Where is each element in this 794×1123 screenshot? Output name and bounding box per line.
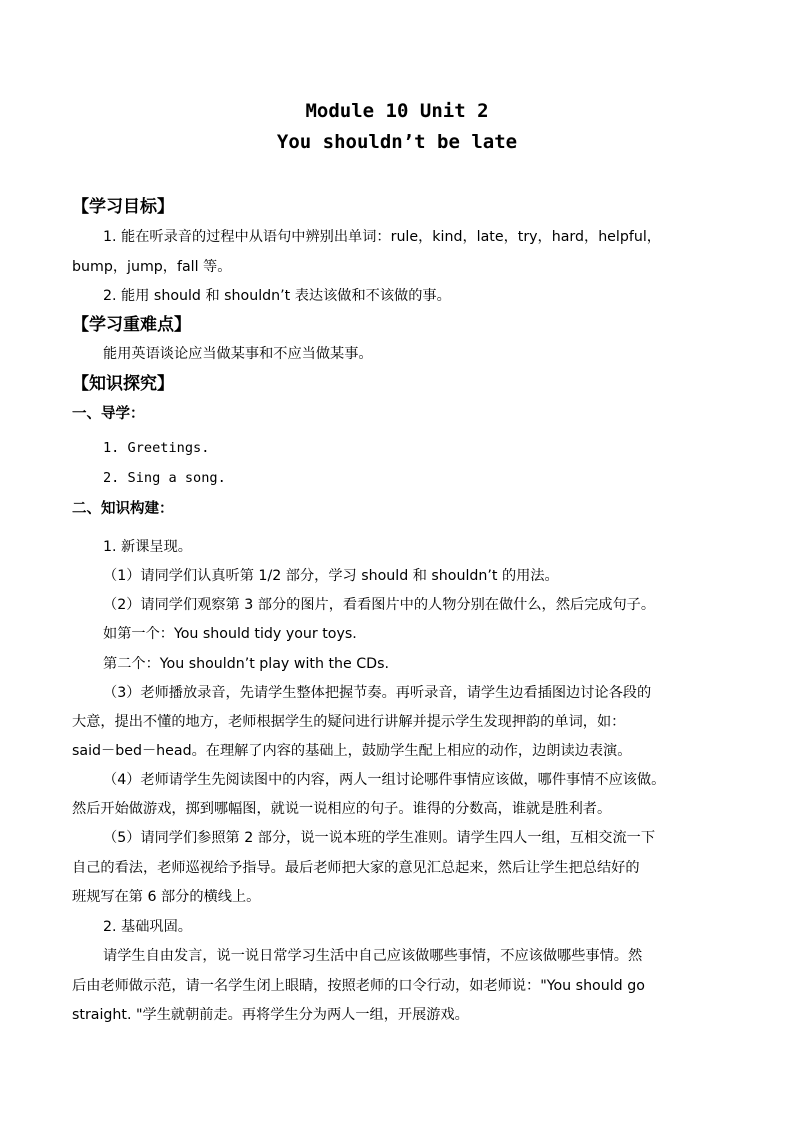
document-title: Module 10 Unit 2 xyxy=(305,100,489,122)
paragraph-5-line-3: 班规写在第 6 部分的横线上。 xyxy=(72,889,261,905)
paragraph-1: （1）请同学们认真听第 1/2 部分，学习 should 和 shouldn’t 的用法。 xyxy=(103,568,559,584)
document-subtitle: You shouldn’t be late xyxy=(276,131,518,153)
subheading-lead-in: 一、导学： xyxy=(72,406,145,422)
lead-in-item-2: 2. Sing a song. xyxy=(103,470,226,486)
heading-learning-goals: 【学习目标】 xyxy=(72,197,174,217)
goal-item-2: 2. 能用 should 和 shouldn’t 表达该做和不该做的事。 xyxy=(103,288,451,304)
paragraph-3-line-2: 大意，提出不懂的地方，老师根据学生的疑问进行讲解并提示学生发现押韵的单词，如： xyxy=(72,714,626,730)
paragraph-3-line-3: said－bed－head。在理解了内容的基础上，鼓励学生配上相应的动作，边朗读边表演。 xyxy=(72,743,632,759)
example-2: 第二个：You shouldn’t play with the CDs. xyxy=(103,656,389,672)
key-points-text: 能用英语谈论应当做某事和不应当做某事。 xyxy=(103,346,373,362)
paragraph-4-line-1: （4）老师请学生先阅读图中的内容，两人一组讨论哪件事情应该做，哪件事情不应该做。 xyxy=(103,772,666,788)
paragraph-2: （2）请同学们观察第 3 部分的图片，看看图片中的人物分别在做什么，然后完成句子。 xyxy=(103,597,656,613)
heading-key-points: 【学习重难点】 xyxy=(72,315,191,335)
goal-item-1-line-1: 1. 能在听录音的过程中从语句中辨别出单词：rule，kind，late，try，hard，helpful， xyxy=(103,229,661,245)
paragraph-5-line-1: （5）请同学们参照第 2 部分，说一说本班的学生准则。请学生四人一组，互相交流一下 xyxy=(103,830,656,846)
step-1: 1. 新课呈现。 xyxy=(103,539,192,555)
practice-line-1: 请学生自由发言，说一说日常学习生活中自己应该做哪些事情，不应该做哪些事情。然 xyxy=(103,948,643,964)
paragraph-4-line-2: 然后开始做游戏，掷到哪幅图，就说一说相应的句子。谁得的分数高，谁就是胜利者。 xyxy=(72,801,612,817)
lead-in-item-1: 1. Greetings. xyxy=(103,440,210,456)
example-1: 如第一个：You should tidy your toys. xyxy=(103,626,357,642)
practice-line-3: straight. "学生就朝前走。再将学生分为两人一组，开展游戏。 xyxy=(72,1007,469,1023)
goal-item-1-line-2: bump，jump，fall 等。 xyxy=(72,259,232,275)
subheading-knowledge-build: 二、知识构建： xyxy=(72,501,174,517)
practice-line-2: 后由老师做示范，请一名学生闭上眼睛，按照老师的口令行动，如老师说："You should go xyxy=(72,978,645,994)
heading-knowledge-explore: 【知识探究】 xyxy=(72,374,174,394)
paragraph-5-line-2: 自己的看法，老师巡视给予指导。最后老师把大家的意见汇总起来，然后让学生把总结好的 xyxy=(72,860,640,876)
step-2: 2. 基础巩固。 xyxy=(103,919,192,935)
paragraph-3-line-1: （3）老师播放录音，先请学生整体把握节奏。再听录音，请学生边看插图边讨论各段的 xyxy=(103,685,652,701)
